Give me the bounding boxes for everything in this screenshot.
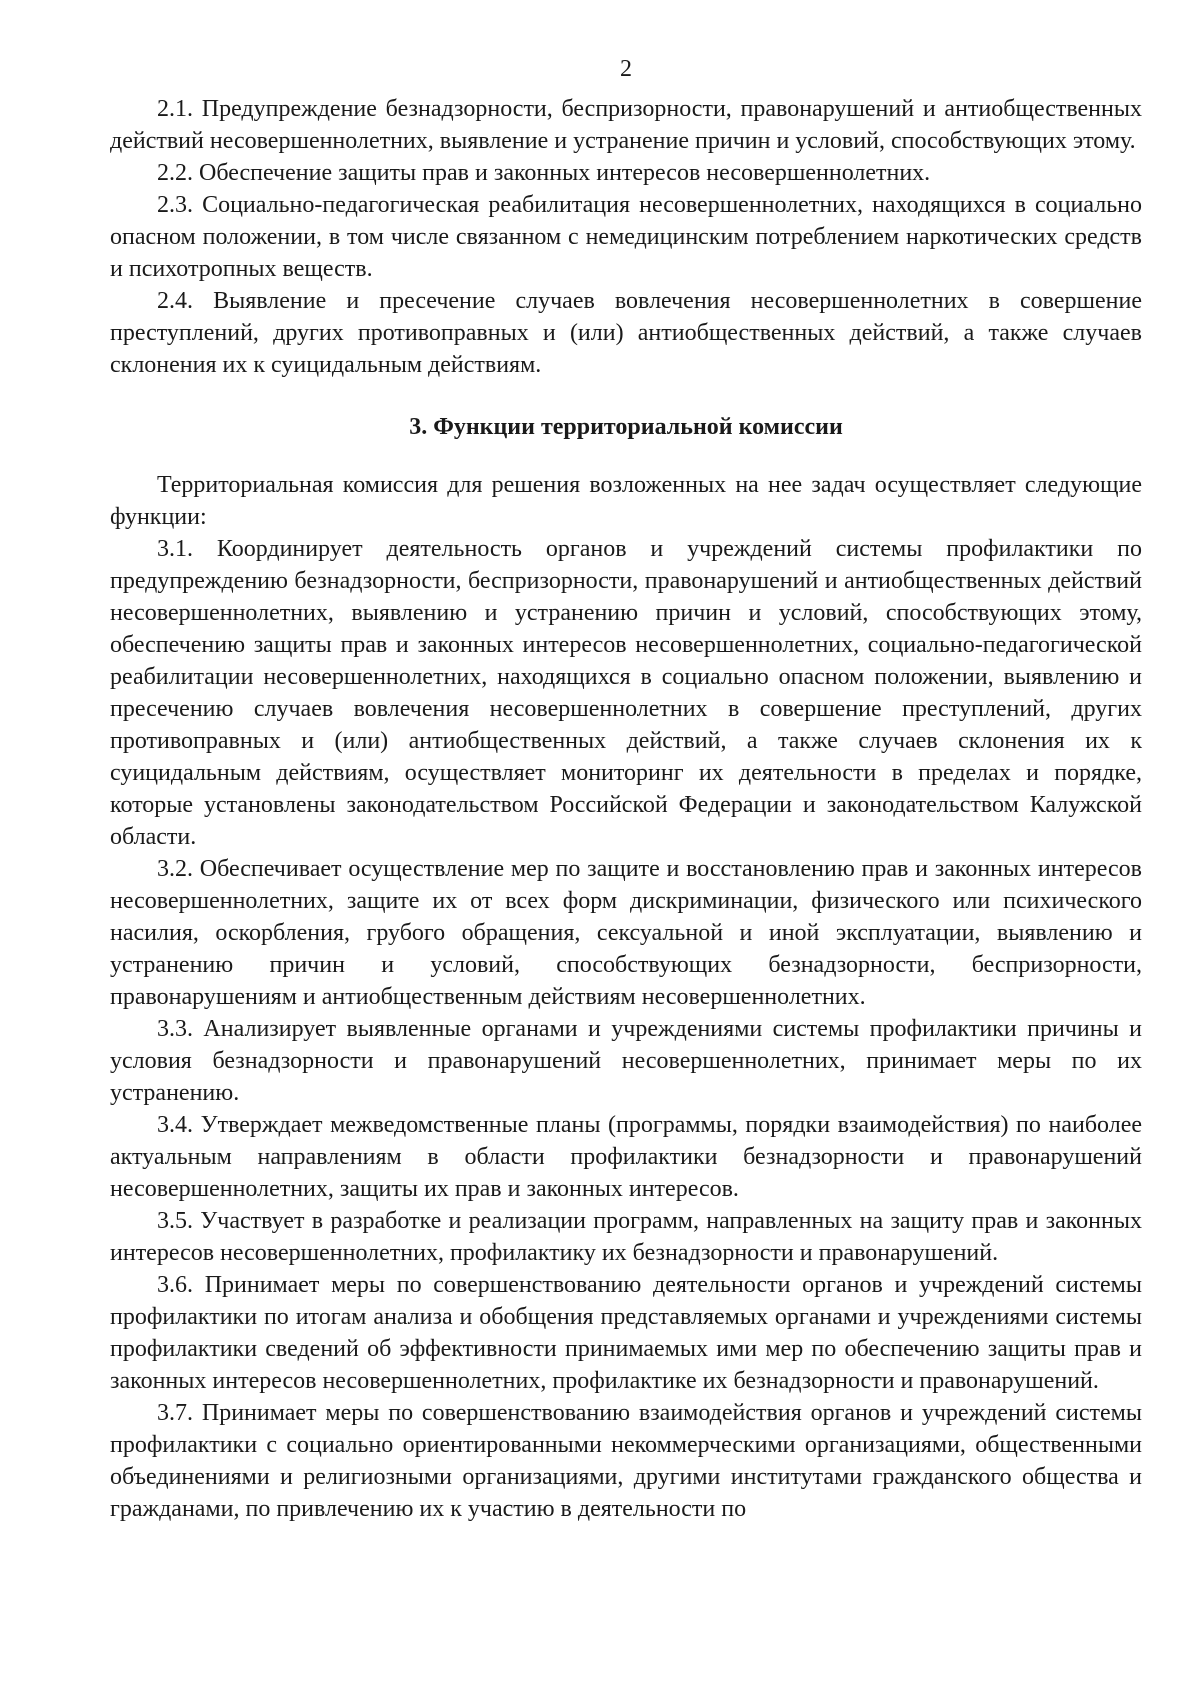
page-number: 2	[620, 56, 632, 82]
paragraph-3-3: 3.3. Анализирует выявленные органами и учреждениями системы профилактики причины и условия безнадзорности и правонарушений несовершеннолетних, принимает меры по их устранению.	[110, 1016, 1142, 1106]
paragraph-3-1: 3.1. Координирует деятельность органов и учреждений системы профилактики по предупреждению безнадзорности, беспризорности, правонарушений и антиобщественных действий несовершеннолетних, выявлению и устранению причин и условий, способствующих этому, обеспечению защиты прав и законных интересов несовершеннолетних, социально-педагогической реабилитации несовершеннолетних, находящихся в социально опасном положении, выявлению и пресечению случаев вовлечения несовершеннолетних в совершение преступлений, других противоправных и (или) антиобщественных действий, а также случаев склонения их к суицидальным действиям, осуществляет мониторинг их деятельности в пределах и порядке, которые установлены законодательством Российской Федерации и законодательством Калужской области.	[110, 536, 1142, 850]
paragraph-3-4: 3.4. Утверждает межведомственные планы (программы, порядки взаимодействия) по наиболее актуальным направлениям в области профилактики безнадзорности и правонарушений несовершеннолетних, защиты их прав и законных интересов.	[110, 1112, 1142, 1202]
paragraph-3-2: 3.2. Обеспечивает осуществление мер по защите и восстановлению прав и законных интересов несовершеннолетних, защите их от всех форм дискриминации, физического или психического насилия, оскорбления, грубого обращения, сексуальной и иной эксплуатации, выявлению и устранению причин и условий, способствующих безнадзорности, беспризорности, правонарушениям и антиобщественным действиям несовершеннолетних.	[110, 856, 1142, 1010]
paragraph-2-1: 2.1. Предупреждение безнадзорности, беспризорности, правонарушений и антиобщественных действий несовершеннолетних, выявление и устранение причин и условий, способствующих этому.	[110, 96, 1142, 154]
paragraph-2-4: 2.4. Выявление и пресечение случаев вовлечения несовершеннолетних в совершение преступлений, других противоправных и (или) антиобщественных действий, а также случаев склонения их к суицидальным действиям.	[110, 288, 1142, 378]
paragraph-2-3: 2.3. Социально-педагогическая реабилитация несовершеннолетних, находящихся в социально опасном положении, в том числе связанном с немедицинским потреблением наркотических средств и психотропных веществ.	[110, 192, 1142, 282]
paragraph-3-7: 3.7. Принимает меры по совершенствованию взаимодействия органов и учреждений системы профилактики с социально ориентированными некоммерческими организациями, общественными объединениями и религиозными организациями, другими институтами гражданского общества и гражданами, по привлечению их к участию в деятельности по	[110, 1400, 1142, 1522]
section-heading: 3. Функции территориальной комиссии	[409, 414, 843, 440]
paragraph-2-2: 2.2. Обеспечение защиты прав и законных интересов несовершеннолетних.	[157, 160, 931, 186]
paragraph-intro: Территориальная комиссия для решения возложенных на нее задач осуществляет следующие функции:	[110, 472, 1142, 530]
paragraph-3-5: 3.5. Участвует в разработке и реализации программ, направленных на защиту прав и законных интересов несовершеннолетних, профилактику их безнадзорности и правонарушений.	[110, 1208, 1142, 1266]
paragraph-3-6: 3.6. Принимает меры по совершенствованию деятельности органов и учреждений системы профилактики по итогам анализа и обобщения представляемых органами и учреждениями системы профилактики сведений об эффективности принимаемых ими мер по обеспечению защиты прав и законных интересов несовершеннолетних, профилактике их безнадзорности и правонарушений.	[110, 1272, 1142, 1394]
